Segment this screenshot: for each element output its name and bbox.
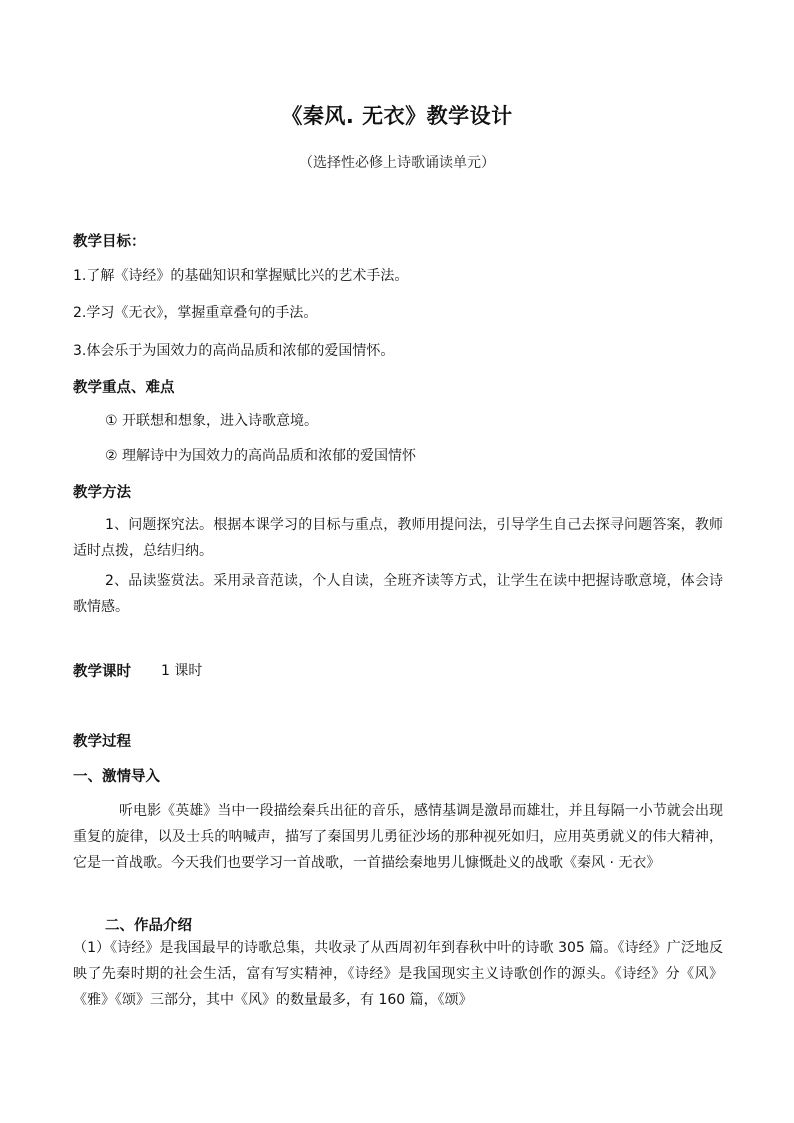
objective-item: 1.了解《诗经》的基础知识和掌握赋比兴的艺术手法。 bbox=[73, 268, 409, 284]
section-heading-intro: 一、激情导入 bbox=[73, 769, 160, 785]
document-subtitle: （选择性必修上诗歌诵读单元） bbox=[299, 155, 495, 171]
lesson-time-value: 1 课时 bbox=[161, 663, 203, 679]
section-heading-works: 二、作品介绍 bbox=[105, 918, 192, 934]
key-points-heading: 教学重点、难点 bbox=[73, 380, 175, 396]
lesson-time-row bbox=[73, 660, 202, 681]
method-item: 1、问题探究法。根据本课学习的目标与重点，教师用提问法，引导学生自己去探寻问题答案，教师适时点拨，总结归纳。 bbox=[73, 517, 723, 559]
objective-item: 3.体会乐于为国效力的高尚品质和浓郁的爱国情怀。 bbox=[73, 343, 395, 359]
intro-paragraph: 听电影《英雄》当中一段描绘秦兵出征的音乐，感情基调是激昂而雄壮，并且每隔一小节就会出现重复的旋律，以及士兵的呐喊声，描写了秦国男儿勇征沙场的那种视死如归，应用英勇就义的伟大精神，它是一首战歌。今天我们也要学习一首战歌，一首描绘秦地男儿慷慨赴义的战歌《秦风 · 无衣》 bbox=[73, 803, 723, 871]
key-point-item: ① 开联想和想象，进入诗歌意境。 bbox=[105, 413, 319, 429]
objectives-heading: 教学目标： bbox=[73, 234, 146, 250]
lesson-time-label: 教学课时 bbox=[73, 664, 131, 680]
document-title: 《秦风. 无衣》教学设计 bbox=[281, 104, 513, 128]
key-point-item: ② 理解诗中为国效力的高尚品质和浓郁的爱国情怀 bbox=[105, 448, 416, 464]
objective-item: 2.学习《无衣》，掌握重章叠句的手法。 bbox=[73, 305, 318, 321]
process-heading: 教学过程 bbox=[73, 734, 131, 750]
method-item: 2、品读鉴赏法。采用录音范读，个人自读，全班齐读等方式，让学生在读中把握诗歌意境，体会诗歌情感。 bbox=[73, 573, 723, 615]
works-paragraph: （1）《诗经》是我国最早的诗歌总集，共收录了从西周初年到春秋中叶的诗歌 305 篇。《诗经》广泛地反映了先秦时期的社会生活，富有写实精神，《诗经》是我国现实主义诗歌创作的源头。《诗经》分《风》《雅》《颂》三部分，其中《风》的数量最多，有 160 篇，《颂》 bbox=[73, 940, 723, 1008]
methods-heading: 教学方法 bbox=[73, 485, 131, 501]
